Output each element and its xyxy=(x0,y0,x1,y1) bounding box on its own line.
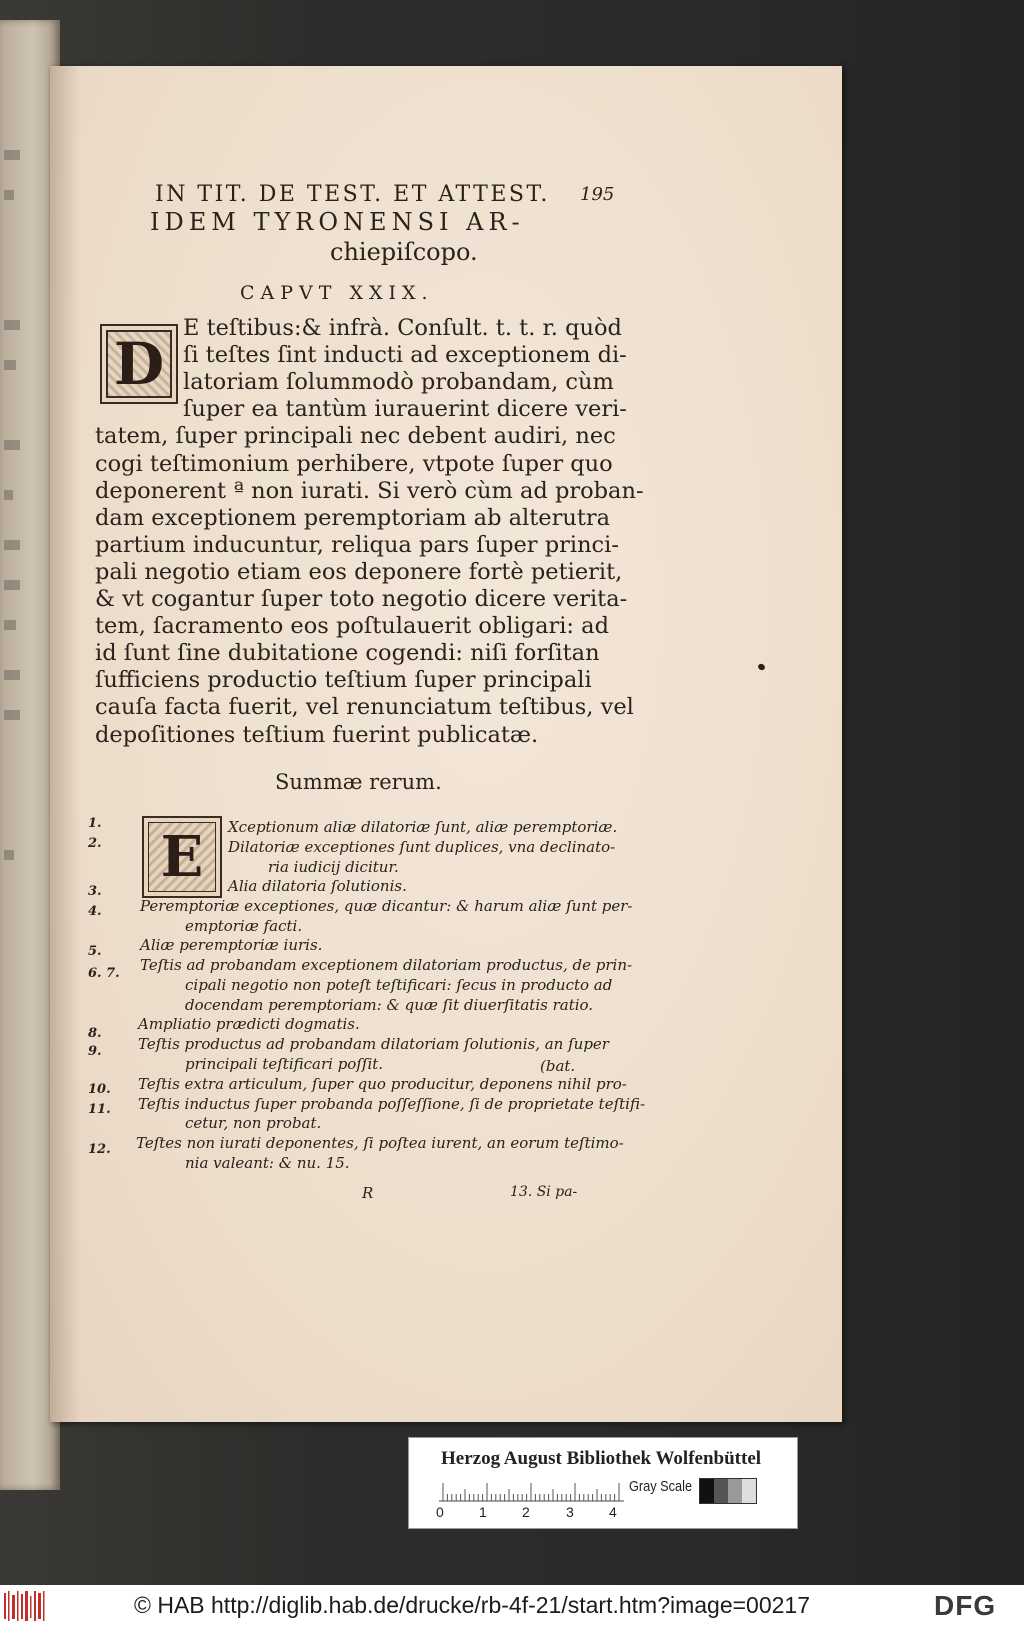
body-line: ſuper ea tantùm iurauerint dicere veri- xyxy=(183,396,627,423)
summary-entry: cipali negotio non poteſt teſtificari: ſecus in producto ad xyxy=(185,976,613,994)
body-line: partium inducuntur, reliqua pars ſuper princi- xyxy=(95,531,619,558)
summary-entry: Dilatoriæ exceptiones ſunt duplices, vna declinato- xyxy=(228,838,616,856)
summary-entry: Teſtis ad probandam exceptionem dilatoriam productus, de prin- xyxy=(140,956,633,974)
ruler-label-2: 2 xyxy=(522,1504,530,1520)
summary-number: 12. xyxy=(88,1142,111,1157)
summary-entry: Teſtis productus ad probandam dilatoriam ſolutionis, an ſuper xyxy=(138,1035,609,1053)
chapter-title: IDEM TYRONENSI AR- xyxy=(150,208,525,236)
summary-number: 9. xyxy=(88,1044,102,1059)
body-line: & vt cogantur ſuper toto negotio dicere verita- xyxy=(95,586,628,612)
summary-number: 6. 7. xyxy=(88,966,120,981)
body-line: depoſitiones teſtium fuerint publicatæ. xyxy=(95,721,539,748)
ruler-label-0: 0 xyxy=(436,1504,444,1520)
body-line: ſufficiens productio teſtium ſuper principali xyxy=(95,667,592,694)
signature-mark: R xyxy=(362,1184,374,1202)
body-line: cogi teſtimonium perhibere, vtpote ſuper quo xyxy=(95,450,613,477)
summary-number: 5. xyxy=(88,944,102,959)
body-line: tatem, ſuper principali nec debent audiri, nec xyxy=(95,423,616,450)
source-url[interactable]: © HAB http://diglib.hab.de/drucke/rb-4f-21/start.htm?image=00217 xyxy=(134,1592,811,1618)
summary-entry: nia valeant: & nu. 15. xyxy=(185,1154,350,1172)
summary-number: 4. xyxy=(88,904,102,919)
summary-entry: Xceptionum aliæ dilatoriæ ſunt, aliæ peremptoriæ. xyxy=(228,818,618,836)
page-gutter-shadow xyxy=(50,66,80,1422)
summary-number: 11. xyxy=(88,1102,111,1117)
ruler-label-3: 3 xyxy=(566,1504,574,1520)
summary-number: 2. xyxy=(88,836,102,851)
summary-entry: Teſtis extra articulum, ſuper quo producitur, deponens nihil pro- xyxy=(138,1075,627,1093)
summary-heading: Summæ rerum. xyxy=(275,770,442,794)
summary-entry: docendam peremptoriam: & quæ ſit diuerſitatis ratio. xyxy=(185,996,594,1014)
page-number: 195 xyxy=(580,184,615,205)
gray-scale-swatches xyxy=(699,1478,757,1504)
summary-entry: (bat. xyxy=(540,1057,576,1075)
summary-entry: ria iudicij dicitur. xyxy=(268,858,399,876)
body-line: dam exceptionem peremptoriam ab alterutra xyxy=(95,504,611,531)
summary-entry: Alia dilatoria ſolutionis. xyxy=(228,877,407,895)
summary-initial-letter: E xyxy=(160,824,204,890)
ruler-label-4: 4 xyxy=(609,1504,617,1520)
summary-number: 1. xyxy=(88,816,102,831)
summary-entry: Teſtes non iurati deponentes, ſi poſtea iurent, an eorum teſtimo- xyxy=(136,1134,624,1152)
summary-entry: Aliæ peremptoriæ iuris. xyxy=(140,936,323,954)
gray-scale-label: Gray Scale xyxy=(629,1478,693,1495)
summary-number: 10. xyxy=(88,1082,111,1097)
summary-entry: principali teſtificari poſſit. xyxy=(185,1055,384,1073)
body-line: id ſunt ſine dubitatione cogendi: niſi forſitan xyxy=(95,640,600,667)
catchword: 13. Si pa- xyxy=(510,1184,578,1200)
chapter-number: CAPVT XXIX. xyxy=(240,282,434,304)
body-line: tem, ſacramento eos poſtulauerit obligari: ad xyxy=(95,613,609,640)
footer-bar xyxy=(0,1585,1024,1626)
ruler-label-1: 1 xyxy=(479,1504,487,1520)
summary-number: 3. xyxy=(88,884,102,899)
decorated-initial-letter: D xyxy=(113,330,165,398)
summary-decorated-initial xyxy=(142,816,222,898)
ink-spot xyxy=(757,663,766,672)
running-head: IN TIT. DE TEST. ET ATTEST. xyxy=(155,182,550,207)
summary-entry: cetur, non probat. xyxy=(185,1114,322,1132)
body-line: pali negotio etiam eos deponere fortè petierit, xyxy=(95,558,623,585)
summary-entry: Teſtis inductus ſuper probanda poſſeſſione, ſi de proprietate teſtifi- xyxy=(138,1095,646,1113)
body-line: ſi teſtes ſint inducti ad exceptionem di- xyxy=(183,342,627,369)
summary-number: 8. xyxy=(88,1026,102,1041)
barcode-icon xyxy=(4,1591,48,1621)
summary-entry: Ampliatio prædicti dogmatis. xyxy=(138,1015,360,1033)
ruler-scale xyxy=(439,1480,624,1502)
body-line: deponerent ª non iurati. Si verò cùm ad proban- xyxy=(95,477,644,504)
card-title: Herzog August Bibliothek Wolfenbüttel xyxy=(441,1448,762,1469)
body-line: E teſtibus:& infrà. Conſult. t. t. r. quòd xyxy=(183,315,622,341)
dfg-logo: DFG xyxy=(934,1590,997,1621)
decorated-initial xyxy=(100,324,178,404)
summary-entry: Peremptoriæ exceptiones, quæ dicantur: & harum aliæ ſunt per- xyxy=(140,897,633,915)
body-line: latoriam ſolummodò probandam, cùm xyxy=(183,369,614,396)
color-reference-card xyxy=(408,1437,798,1529)
body-line: cauſa facta fuerit, vel renunciatum teſtibus, vel xyxy=(95,694,634,721)
book-page xyxy=(50,66,842,1422)
chapter-title-continued: chiepiſcopo. xyxy=(330,238,478,266)
summary-entry: emptoriæ facti. xyxy=(185,917,303,935)
